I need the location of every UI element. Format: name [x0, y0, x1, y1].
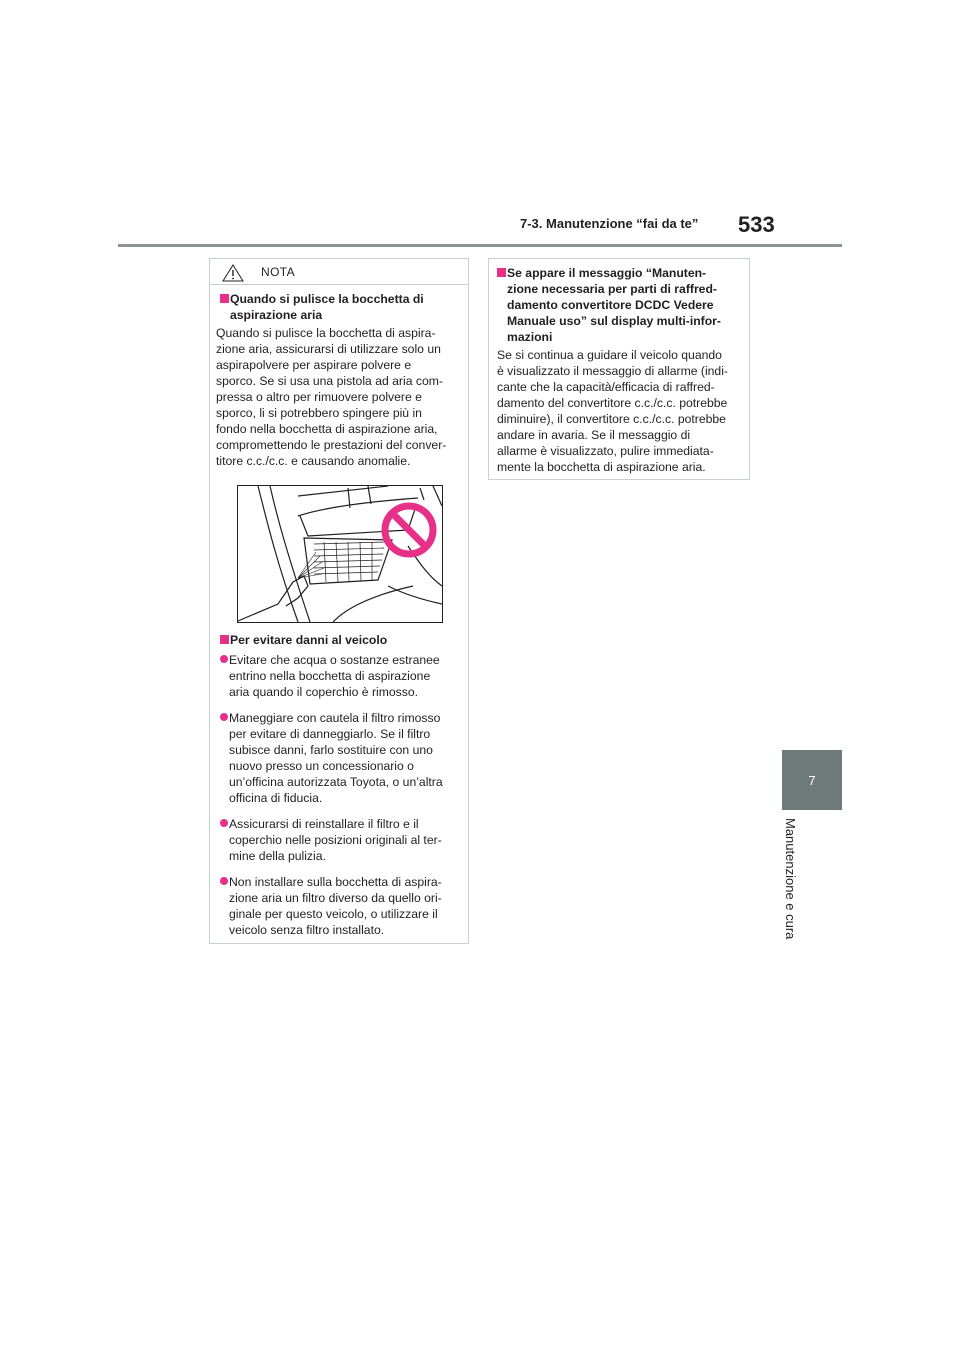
paragraph-line: pressa o altro per rimuovere polvere e: [216, 390, 422, 404]
bullet-line: coperchio nelle posizioni originali al ter-: [229, 833, 442, 847]
page-number: 533: [738, 212, 775, 237]
bullet-line: Evitare che acqua o sostanze estranee: [229, 653, 440, 667]
paragraph-line: titore c.c./c.c. e causando anomalie.: [216, 454, 411, 468]
paragraph-line: sporco, li si potrebbero spingere più in: [216, 406, 422, 420]
chapter-tab: 7: [782, 750, 842, 810]
paragraph-line: zione aria, assicurarsi di utilizzare solo un: [216, 342, 441, 356]
paragraph-line: compromettendo le prestazioni del conver-: [216, 438, 447, 452]
paragraph-line: cante che la capacità/efficacia di raffred-: [497, 380, 715, 394]
section-title-cleaning: Quando si pulisce la bocchetta di aspirazione aria: [220, 291, 460, 323]
title-line: Manuale uso” sul display multi-infor-: [507, 314, 721, 328]
paragraph-line: è visualizzato il messaggio di allarme (indi-: [497, 364, 728, 378]
paragraph-line: aspirapolvere per aspirare polvere e: [216, 358, 412, 372]
bullet-item: [220, 816, 469, 864]
bullet-line: Maneggiare con cautela il filtro rimosso: [229, 711, 441, 725]
bullet-line: officina di fiducia.: [229, 791, 323, 805]
section-title-dcdc-message: [497, 265, 747, 345]
bullet-line: per evitare di danneggiarlo. Se il filtro: [229, 727, 431, 741]
bullet-item: [220, 874, 469, 938]
section-title-damage: Per evitare danni al veicolo: [220, 632, 460, 648]
title-line: mazioni: [507, 330, 553, 344]
section-header-title: 7-3. Manutenzione “fai da te”: [520, 216, 699, 231]
bullet-line: ginale per questo veicolo, o utilizzare il: [229, 907, 438, 921]
bullet-item: [220, 710, 469, 806]
title-line: damento convertitore DCDC Vedere: [507, 298, 714, 312]
bullet-line: Assicurarsi di reinstallare il filtro e il: [229, 817, 419, 831]
paragraph-line: diminuire), il convertitore c.c./c.c. potrebbe: [497, 412, 726, 426]
warning-icon: [222, 264, 244, 282]
paragraph-line: sporco. Se si usa una pistola ad aria com-: [216, 374, 443, 388]
paragraph-line: mente la bocchetta di aspirazione aria.: [497, 460, 706, 474]
paragraph-line: andare in avaria. Se il messaggio di: [497, 428, 691, 442]
bullet-line: un’officina autorizzata Toyota, o un’altra: [229, 775, 443, 789]
paragraph-line: fondo nella bocchetta di aspirazione aria,: [216, 422, 438, 436]
bullet-line: nuovo presso un concessionario o: [229, 759, 414, 773]
bullet-line: entrino nella bocchetta di aspirazione: [229, 669, 431, 683]
bullet-line: Non installare sulla bocchetta di aspira-: [229, 875, 442, 889]
paragraph-line: Se si continua a guidare il veicolo quando: [497, 348, 722, 362]
bullet-item: [220, 652, 469, 700]
dcdc-message-paragraph: [497, 347, 745, 475]
paragraph-line: allarme è visualizzato, pulire immediata-: [497, 444, 714, 458]
bullet-line: aria quando il coperchio è rimosso.: [229, 685, 419, 699]
paragraph-line: damento del convertitore c.c./c.c. potrebbe: [497, 396, 728, 410]
notice-label: NOTA: [261, 265, 296, 279]
header-rule: [118, 244, 842, 247]
chapter-side-label: Manutenzione e cura: [783, 818, 798, 940]
cleaning-paragraph: [216, 325, 464, 469]
bullet-line: veicolo senza filtro installato.: [229, 923, 385, 937]
notice-header: [210, 259, 468, 285]
bullet-line: mine della pulizia.: [229, 849, 326, 863]
bullet-line: zione aria un filtro diverso da quello ori-: [229, 891, 442, 905]
title-line: Se appare il messaggio “Manuten-: [507, 266, 707, 280]
air-compressor-prohibited-illustration: [238, 486, 442, 622]
title-line: zione necessaria per parti di raffred-: [507, 282, 717, 296]
notice-box: [209, 258, 469, 944]
paragraph-line: Quando si pulisce la bocchetta di aspira-: [216, 326, 436, 340]
bullet-line: subisce danni, farlo sostituire con uno: [229, 743, 433, 757]
intake-cleaning-illustration: [237, 485, 443, 623]
info-box: [488, 258, 750, 480]
